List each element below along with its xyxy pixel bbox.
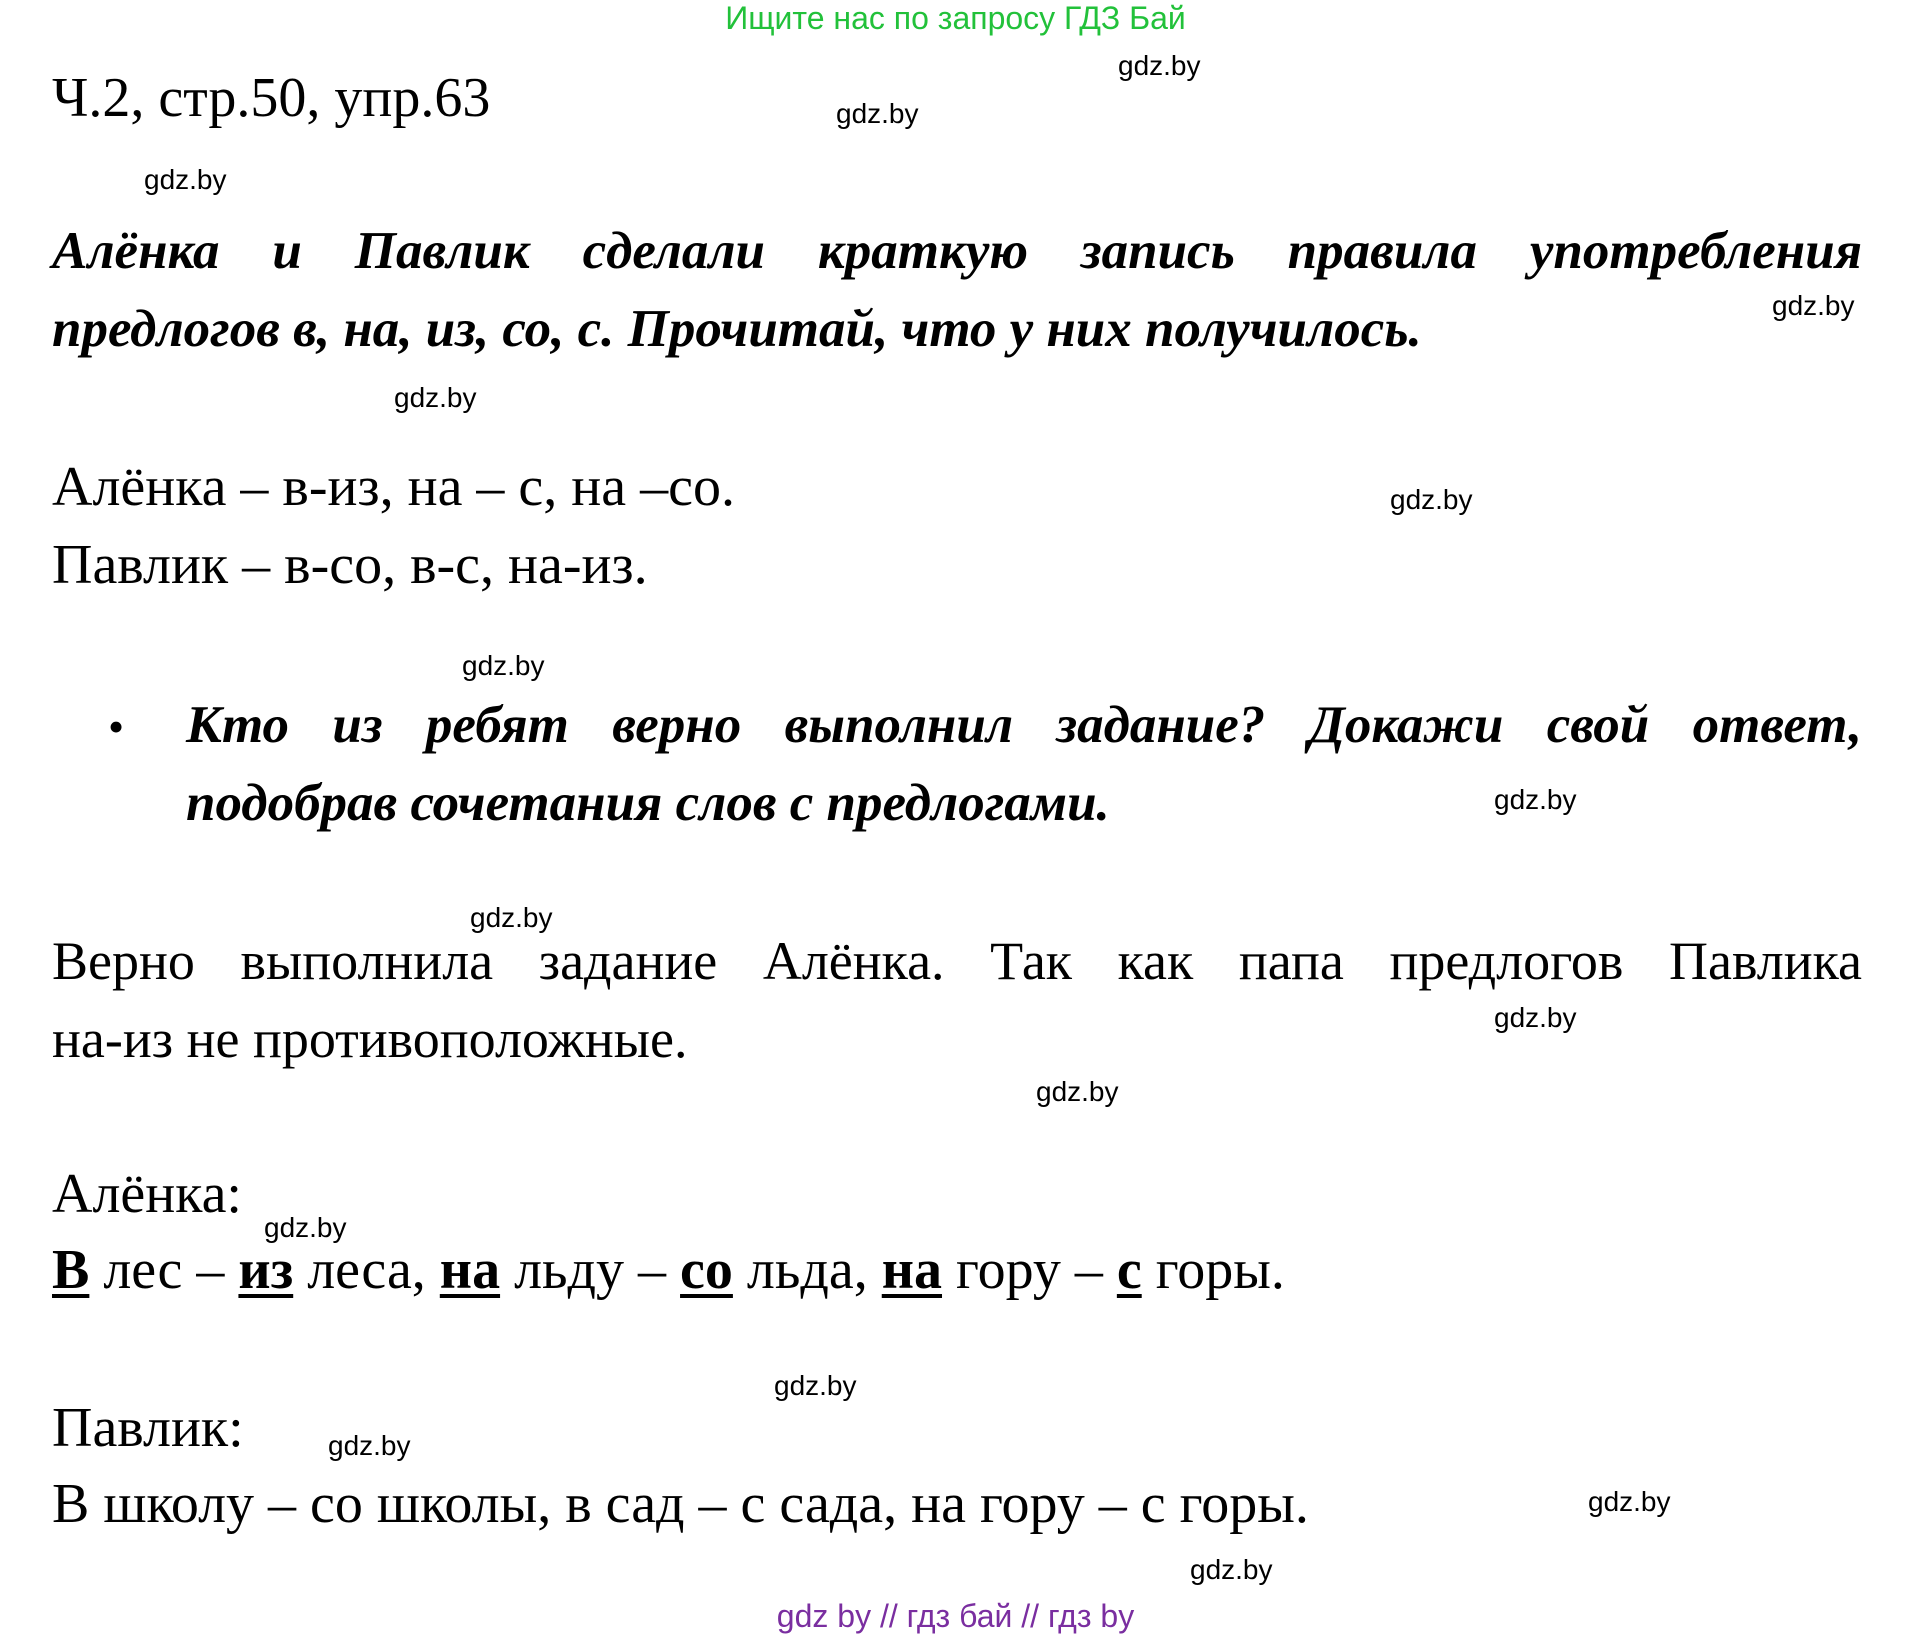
watermark: gdz.by	[1588, 1486, 1671, 1517]
task-text	[52, 212, 1862, 368]
answer-line-1: Верно выполнила задание Алёнка. Так как папа предлогов Павлика	[52, 931, 1862, 991]
pavlik-note: Павлик – в-со, в-с, на-из.	[52, 534, 648, 596]
watermark: gdz.by	[836, 98, 919, 129]
preposition-na: на	[439, 1239, 501, 1301]
watermark: gdz.by	[144, 164, 227, 195]
example-text: гору –	[942, 1239, 1117, 1301]
preposition-v: В	[52, 1239, 90, 1301]
watermark: gdz.by	[1494, 1002, 1577, 1033]
alenka-examples	[52, 1238, 1285, 1302]
watermark: gdz.by	[774, 1370, 857, 1401]
alenka-note: Алёнка – в-из, на – с, на –со.	[52, 456, 735, 518]
watermark: gdz.by	[1190, 1554, 1273, 1585]
exercise-header: Ч.2, стр.50, упр.63	[52, 67, 491, 129]
preposition-na: на	[881, 1239, 943, 1301]
watermark: gdz.by	[470, 902, 553, 933]
pavlik-label: Павлик:	[52, 1397, 244, 1459]
task-line-2: предлогов в, на, из, со, с. Прочитай, что у них получилось.	[52, 300, 1422, 358]
watermark: gdz.by	[1036, 1076, 1119, 1107]
preposition-s: с	[1116, 1239, 1142, 1301]
watermark: gdz.by	[1390, 484, 1473, 515]
pavlik-examples: В школу – со школы, в сад – с сада, на гору – с горы.	[52, 1473, 1309, 1535]
preposition-so: со	[680, 1239, 733, 1301]
answer-text	[52, 922, 1862, 1078]
watermark: gdz.by	[1118, 50, 1201, 81]
watermark: gdz.by	[264, 1212, 347, 1243]
task-line-1: Алёнка и Павлик сделали краткую запись правила употребления	[52, 222, 1862, 280]
answer-line-2: на-из не противоположные.	[52, 1009, 688, 1069]
example-text: льду –	[500, 1239, 681, 1301]
bullet-icon: •	[108, 701, 125, 752]
search-banner: Ищите нас по запросу ГДЗ Бай	[725, 0, 1186, 36]
example-text: льда,	[732, 1239, 882, 1301]
preposition-iz: из	[238, 1239, 294, 1301]
watermark: gdz.by	[1494, 784, 1577, 815]
watermark: gdz.by	[1772, 290, 1855, 321]
example-text: лес –	[89, 1239, 239, 1301]
question-line-2: подобрав сочетания слов с предлогами.	[186, 774, 1110, 832]
watermark: gdz.by	[462, 650, 545, 681]
watermark: gdz.by	[328, 1430, 411, 1461]
question-text	[186, 686, 1862, 842]
watermark: gdz.by	[394, 382, 477, 413]
alenka-label: Алёнка:	[52, 1163, 242, 1225]
example-text: леса,	[293, 1239, 440, 1301]
footer-text: gdz by // гдз бай // гдз by	[776, 1598, 1135, 1634]
question-line-1: Кто из ребят верно выполнил задание? Докажи свой ответ,	[186, 696, 1862, 754]
example-text: горы.	[1141, 1239, 1285, 1301]
